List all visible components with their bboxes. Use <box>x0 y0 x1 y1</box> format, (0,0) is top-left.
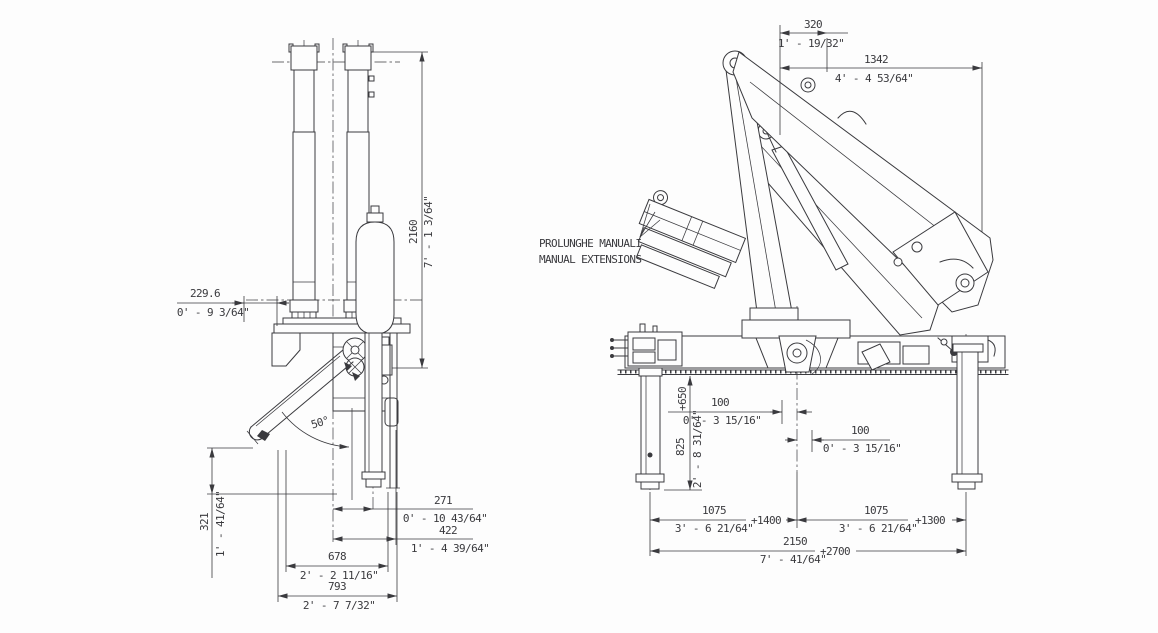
dim-321-ft: 1' - 41/64" <box>214 490 227 558</box>
dim-1342-ft: 4' - 4 53/64" <box>834 72 914 85</box>
dim-2296-mm: 229.6 <box>189 287 221 300</box>
control-valve-bank <box>610 324 682 366</box>
dim-422-ft: 1' - 4 39/64" <box>410 542 490 555</box>
dim-100r-mm: 100 <box>850 424 870 437</box>
dim-1075l-ft: 3' - 6 21/64" <box>674 522 754 535</box>
dim-271-mm: 271 <box>433 494 453 507</box>
manual-extensions-bundle <box>627 187 750 292</box>
dim-422-mm: 422 <box>438 524 458 537</box>
dim-2160-mm: 2160 <box>407 219 420 245</box>
dim-1342-mm: 1342 <box>863 53 889 66</box>
dim-2150-ft: 7' - 41/64" <box>759 553 827 566</box>
dim-100l-ft: 0' - 3 15/16" <box>682 414 762 427</box>
note-2700: +2700 <box>819 545 851 558</box>
dim-100r-ft: 0' - 3 15/16" <box>822 442 902 455</box>
dim-1075l-mm: 1075 <box>701 504 727 517</box>
side-view <box>539 18 1008 566</box>
dim-320-mm: 320 <box>803 18 823 31</box>
dim-793-ft: 2' - 7 7/32" <box>302 599 376 612</box>
dim-2160-ft: 7' - 1 3/64" <box>422 195 435 269</box>
note-1300: +1300 <box>914 514 946 527</box>
dim-271-ft: 0' - 10 43/64" <box>402 512 488 525</box>
front-view <box>177 38 489 612</box>
dim-678-mm: 678 <box>327 550 347 563</box>
dim-2296-ft: 0' - 9 3/64" <box>176 306 250 319</box>
outrigger-leg-left <box>636 368 664 489</box>
dim-1075r-ft: 3' - 6 21/64" <box>838 522 918 535</box>
dim-1075r-mm: 1075 <box>863 504 889 517</box>
extensions-label-it: PROLUNGHE MANUALI <box>539 237 642 250</box>
note-650: +650 <box>676 386 689 412</box>
dim-321-mm: 321 <box>198 512 211 532</box>
dim-2150-mm: 2150 <box>782 535 808 548</box>
mount-bracket <box>272 333 300 366</box>
extensions-label-en: MANUAL EXTENSIONS <box>539 253 642 266</box>
outrigger-leg-right <box>952 344 983 489</box>
note-1400: +1400 <box>750 514 782 527</box>
vertical-stabilizer-leg <box>362 333 400 488</box>
dim-825-mm: 825 <box>674 437 687 457</box>
dim-825-ft: 2' - 8 31/64" <box>691 409 704 489</box>
dim-320-ft: 1' - 19/32" <box>777 37 845 50</box>
dim-678-ft: 2' - 2 11/16" <box>299 569 379 582</box>
stowed-beam-left <box>289 44 319 322</box>
dim-793-mm: 793 <box>327 580 347 593</box>
angle-label: 50° <box>309 413 331 432</box>
dim-100l-mm: 100 <box>710 396 730 409</box>
